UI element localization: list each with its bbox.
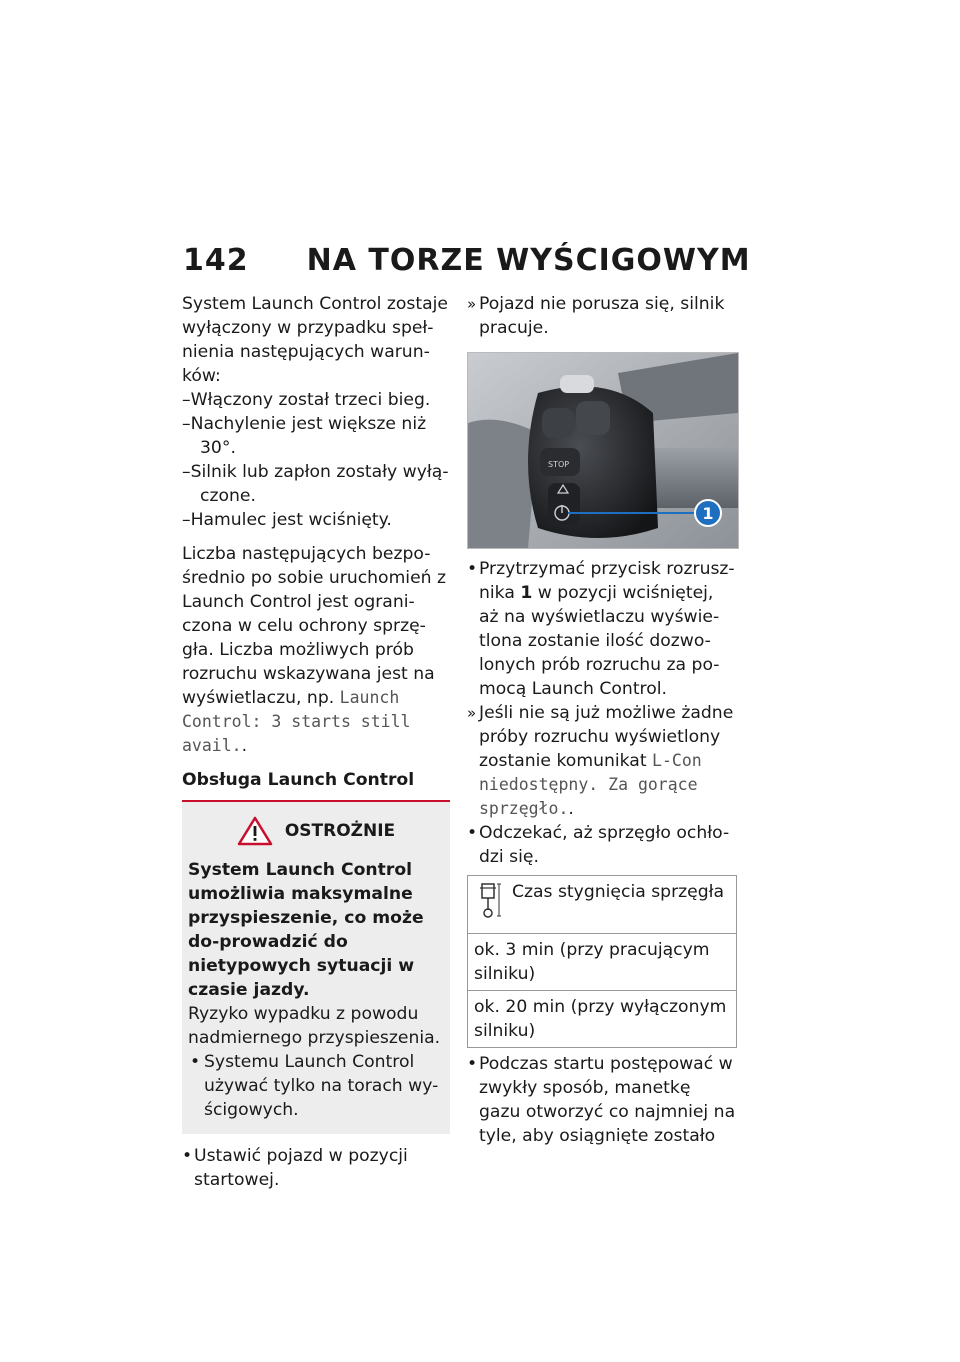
- condition-item: –Hamulec jest wciśnięty.: [182, 510, 392, 530]
- page-header: [183, 243, 751, 283]
- caution-bullet: • Systemu Launch Control używać tylko na torach wy-ścigowych.: [188, 1050, 444, 1122]
- display-message-lcon: L-Con niedostępny. Za gorące sprzęgło.: [479, 751, 702, 818]
- starts-paragraph: [182, 542, 450, 758]
- table-row: ok. 3 min (przy pracującym silniku): [468, 933, 736, 990]
- handlebar-switch-photo: [467, 352, 739, 549]
- right-column: [467, 292, 737, 1148]
- condition-item: –Włączony został trzeci bieg.: [182, 390, 431, 410]
- left-column: [182, 292, 450, 1192]
- caution-text: System Launch Control umożliwia maksymalne przyspieszenie, co może do-prowadzić do nietypowych sytuacji w czasie jazdy.: [188, 860, 424, 1000]
- intro-paragraph: System Launch Control zostaje wyłączony w przypadku speł-nienia następujących warun-ków:: [182, 294, 448, 386]
- starts-text: Liczba następujących bezpo-średnio po sobie uruchomień z Launch Control jest ograni-czona w celu ochrony sprzę-gła. Liczba możliwych prób rozruchu wskazywana jest na wyświetlaczu, np.: [182, 544, 447, 708]
- table-row: ok. 20 min (przy wyłączonym silniku): [468, 990, 736, 1047]
- section-heading: Obsługa Launch Control: [182, 770, 415, 790]
- table-header: [468, 876, 736, 933]
- result-unavailable-end: .: [568, 799, 574, 819]
- table-header-label: Czas stygnięcia sprzęgła: [512, 882, 725, 902]
- cooling-time-table: [467, 875, 737, 1048]
- warning-triangle-icon: [237, 816, 273, 846]
- condition-item: –Nachylenie jest większe niż: [182, 414, 427, 434]
- step-hold-ref: 1: [520, 583, 533, 603]
- result-unavailable-text: Jeśli nie są już możliwe żadne próby rozruchu wyświetlony zostanie komunikat: [479, 703, 734, 771]
- step-hold-starter: [467, 557, 737, 701]
- conditions-list: [182, 388, 450, 532]
- handlebar-switch-image: [468, 353, 738, 548]
- step-wait: • Odczekać, aż sprzęgło ochło-dzi się.: [467, 821, 737, 869]
- callout-number: 1: [702, 504, 714, 523]
- clutch-icon-cell: [474, 880, 512, 927]
- caution-title: OSTROŻNIE: [284, 821, 396, 841]
- condition-item-cont: czone.: [200, 486, 256, 506]
- result-unavailable: [467, 701, 737, 821]
- display-message: Launch Control: 3 starts still avail.: [182, 688, 411, 755]
- step-position: • Ustawić pojazd w pozycji startowej.: [182, 1144, 450, 1192]
- step-start: • Podczas startu postępować w zwykły sposób, manetkę gazu otworzyć co najmniej na tyle, aby osiągnięte zostało: [467, 1052, 737, 1148]
- caution-header: [188, 816, 444, 846]
- clutch-temperature-icon: [474, 880, 504, 920]
- svg-text:STOP: STOP: [548, 460, 570, 469]
- caution-risk: Ryzyko wypadku z powodu nadmiernego przyspieszenia.: [188, 1004, 441, 1048]
- page-title: NA TORZE WYŚCIGOWYM: [306, 243, 751, 278]
- result-engine-running: » Pojazd nie porusza się, silnik pracuje.: [467, 292, 737, 340]
- condition-item: –Silnik lub zapłon zostały wyłą-: [182, 462, 449, 482]
- step-hold-text-end: w pozycji wciśniętej, aż na wyświetlaczu wyświe-tlona zostanie ilość dozwo-lonych prób rozruchu za po-mocą Launch Control.: [479, 583, 720, 699]
- caution-box: [182, 800, 450, 1134]
- step-hold-text: Przytrzymać przycisk rozrusz-nika: [479, 559, 735, 603]
- condition-item-cont: 30°.: [200, 438, 236, 458]
- starts-end: .: [241, 736, 248, 756]
- page-number: 142: [183, 243, 249, 278]
